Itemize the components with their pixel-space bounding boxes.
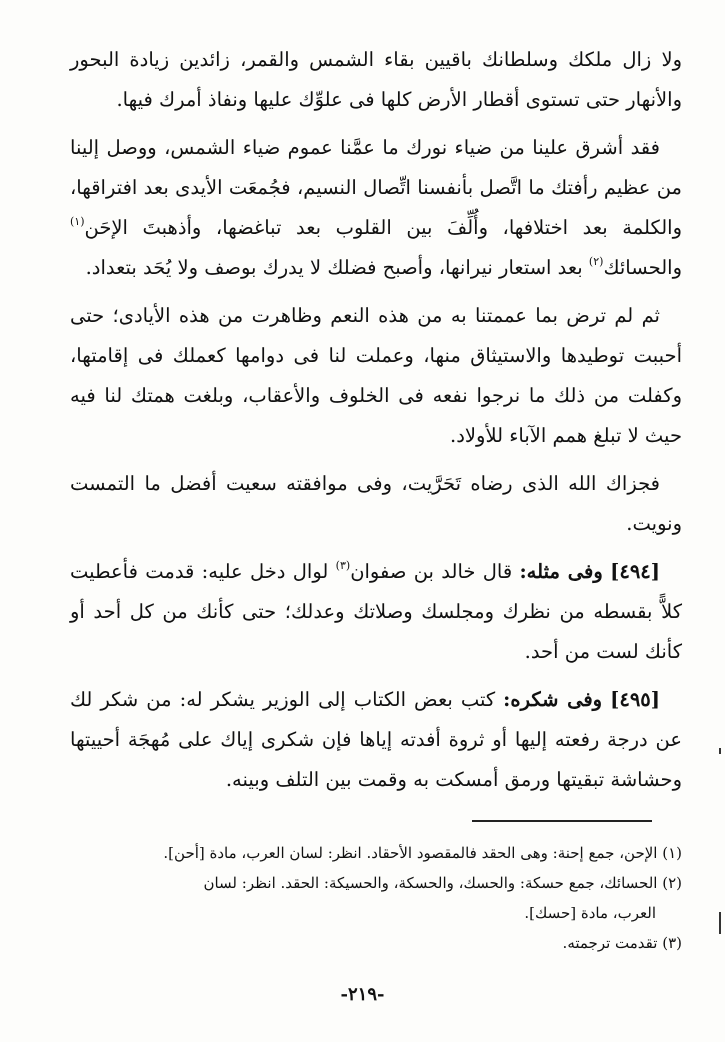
footnote-3: (٣) تقدمت ترجمته. (562, 934, 682, 952)
footnotes (70, 838, 682, 958)
footnote-2: (٢) الحسائك، جمع حسكة: والحسك، والحسكة، والحسيكة: الحقد. انظر: لسان (203, 874, 682, 892)
entry-heading: وفى شكره: (503, 688, 603, 711)
entry-number: [٤٩٥] (610, 688, 661, 711)
entry-number: [٤٩٤] (610, 560, 660, 583)
entry-heading: وفى مثله: (519, 560, 603, 583)
paragraph-3: ثم لم ترض بما عممتنا به من هذه النعم وظاهرت من هذه الأيادى؛ حتى أحببت توطيدها والاستيثاق منها، وعملت لنا فى دوامها كعملك فى إقامتها، وكفلت من ذلك ما نرجوا نفعه فى الخلوف والأعقاب، وبلغت همتك لنا فيه حيث لا تبلغ همم الآباء للأولاد. (70, 304, 682, 447)
footnote-ref-1[interactable]: (١) (70, 215, 85, 228)
footnote-2-continued: العرب، مادة [حسك]. (524, 904, 656, 922)
scan-edge-mark (719, 748, 721, 754)
footnote-ref-3[interactable]: (٣) (335, 559, 351, 572)
footnote-ref-2[interactable]: (٢) (588, 255, 604, 268)
paragraph-495: [٤٩٥] وفى شكره: كتب بعض الكتاب إلى الوزير يشكر له: من شكر لك عن درجة رفعته إليها أو ثروة أفدته إياها فإن شكرى إياك على مُهجَة أحييتها وحشاشة تبقيتها ورمق أمسكت به وقمت بين التلف وبينه. (70, 688, 682, 791)
scan-edge-mark (719, 912, 721, 934)
footnote-1: (١) الإحن، جمع إحنة: وهى الحقد فالمقصود الأحقاد. انظر: لسان العرب، مادة [أحن]. (163, 844, 682, 862)
main-text (70, 40, 682, 808)
paragraph-494: [٤٩٤] وفى مثله: قال خالد بن صفوان$^{(٣)}$ لوال دخل عليه: قدمت فأعطيت كلاًّ بقسطه من نظرك ومجلسك وصلاتك وعدلك؛ حتى كأنك من كل أحد أو كأنك لست من أحد. (70, 559, 682, 663)
footnote-separator (472, 820, 652, 822)
page-number: -٢١٩- (340, 984, 385, 1005)
paragraph-1: ولا زال ملكك وسلطانك باقيين بقاء الشمس والقمر، زائدين زيادة البحور والأنهار حتى تستوى أقطار الأرض كلها فى علوِّك عليها ونفاذ أمرك فيها. (70, 48, 682, 111)
paragraph-2: فقد أشرق علينا من ضياء نورك ما عمَّنا عموم ضياء الشمس، ووصل إلينا من عظيم رأفتك ما اتَّصل بأنفسنا اتِّصال النسيم، فجُمعَت الأيدى بعد افتراقها، والكلمة بعد اختلافها، وأُلِّفَ بين القلوب بعد تباغضها، وأذهبتَ الإحَن$^{(١)}$ والحسائك$^{(٢)}$ بعد استعار نيرانها، وأصبح فضلك لا يدرك بوصف ولا يُحَد بتعداد. (70, 136, 682, 279)
paragraph-4: فجزاك الله الذى رضاه تَحَرَّيت، وفى موافقته سعيت أفضل ما التمست ونويت. (70, 472, 682, 535)
